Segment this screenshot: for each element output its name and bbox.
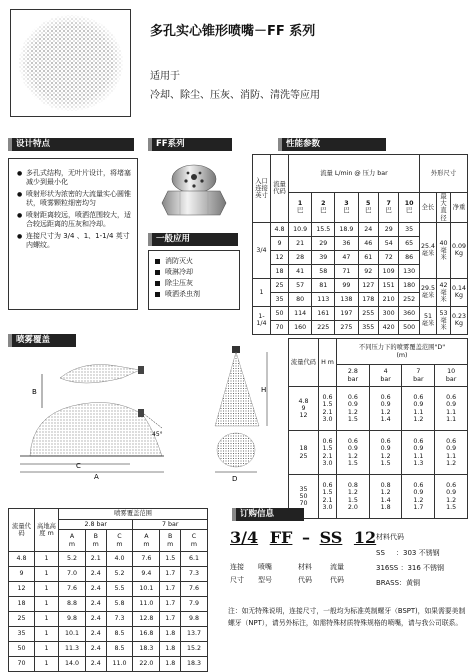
- cr-row: [9, 642, 208, 657]
- flow-value: 114: [289, 306, 312, 320]
- cr-value: 8.5: [106, 627, 133, 642]
- flow-value: 54: [378, 236, 398, 250]
- flow-value: 28: [289, 250, 312, 264]
- flow-code: 12: [271, 250, 289, 264]
- order-code-size: 3/4: [230, 528, 259, 547]
- cr-value: 6.1: [181, 552, 208, 567]
- applies-text: 冷却、除尘、压灰、消防、清洗等应用: [150, 90, 320, 101]
- cd-pressure-header: 2.8 bar: [337, 365, 370, 387]
- col-conn: 入口连接英寸: [253, 155, 271, 223]
- flow-value: 80: [289, 292, 312, 306]
- flow-value: 86: [399, 250, 420, 264]
- cr-value: 1.7: [160, 582, 181, 597]
- spray-pattern-image: [10, 9, 131, 117]
- flow-code: 25: [271, 278, 289, 292]
- flow-value: 71: [335, 264, 358, 278]
- cr-value: 18.3: [133, 642, 160, 657]
- cr-value: 70: [9, 657, 35, 672]
- cr-value: 1.8: [160, 627, 181, 642]
- cr-value: 7.6: [59, 582, 86, 597]
- cr-value: 1: [35, 552, 59, 567]
- nozzle-photo: [150, 155, 238, 225]
- flow-code: 35: [271, 292, 289, 306]
- cr-sub-header: B m: [85, 530, 106, 552]
- net-weight: 0.23 Kg: [450, 306, 467, 334]
- pressure-header: 3 巴: [335, 193, 358, 223]
- cr-value: 1.5: [160, 552, 181, 567]
- ff-series-heading: FF系列: [148, 138, 232, 151]
- flow-value: 360: [399, 306, 420, 320]
- cr-value: 13.7: [181, 627, 208, 642]
- cr-row: [9, 627, 208, 642]
- flow-value: 15.5: [312, 222, 335, 236]
- performance-row: [253, 222, 468, 236]
- col-flow: 流量 L/min @ 压力 bar: [289, 155, 420, 193]
- cr-p2: 7 bar: [133, 520, 208, 530]
- cr-value: 9.8: [181, 612, 208, 627]
- overall-length: 29.5 毫米: [419, 278, 436, 306]
- cr-row: [9, 597, 208, 612]
- cr-value: 7.9: [181, 597, 208, 612]
- cr-value: 25: [9, 612, 35, 627]
- cr-value: 1.7: [160, 597, 181, 612]
- label-c: C: [76, 462, 81, 470]
- cr-value: 1.7: [160, 612, 181, 627]
- col-code: 流量代码: [271, 155, 289, 223]
- order-code-type: FF: [269, 528, 293, 547]
- label-h: H: [261, 386, 267, 394]
- cr-value: 1: [35, 642, 59, 657]
- cd-pressure-header: 7 bar: [402, 365, 435, 387]
- flow-code: 9: [271, 236, 289, 250]
- flow-value: 29: [378, 222, 398, 236]
- cd-row: [289, 431, 468, 475]
- conn-size: 3/4: [253, 222, 271, 278]
- cr-p1: 2.8 bar: [59, 520, 133, 530]
- cd-col-code: 流量代码: [289, 339, 319, 387]
- performance-row: [253, 306, 468, 320]
- general-use-item: 喷淋冷却: [153, 267, 235, 278]
- flow-value: 178: [358, 292, 378, 306]
- flow-value: 275: [335, 320, 358, 334]
- flow-value: 355: [358, 320, 378, 334]
- cr-sub-header: B m: [160, 530, 181, 552]
- flow-value: 225: [312, 320, 335, 334]
- cd-row: [289, 475, 468, 519]
- pressure-header: 10 巴: [399, 193, 420, 223]
- cr-value: 2.4: [85, 612, 106, 627]
- cd-value: 0.6 0.9 1.2 1.5: [369, 431, 402, 475]
- overall-length: 25.4 毫米: [419, 222, 436, 278]
- order-code-flow: 12: [353, 528, 377, 547]
- material-title: 材料代码: [376, 533, 404, 541]
- order-heading: 订购信息: [232, 508, 304, 521]
- label-a: A: [94, 473, 99, 481]
- cd-value: 0.6 0.9 1.2 1.5: [435, 475, 468, 519]
- flow-value: 92: [358, 264, 378, 278]
- flow-value: 500: [399, 320, 420, 334]
- cr-value: 12.8: [133, 612, 160, 627]
- cd-codes: 35 50 70: [289, 475, 319, 519]
- flow-value: 130: [399, 264, 420, 278]
- flow-value: 39: [312, 250, 335, 264]
- cd-row: [289, 387, 468, 431]
- cr-value: 1: [35, 627, 59, 642]
- cr-value: 2.4: [85, 597, 106, 612]
- coverage-range-table: [8, 508, 208, 672]
- performance-row: [253, 278, 468, 292]
- cr-value: 2.4: [85, 657, 106, 672]
- cr-value: 1: [35, 597, 59, 612]
- cd-value: 0.6 0.9 1.2 1.4: [369, 387, 402, 431]
- cd-heights: 0.6 1.5 2.1 3.0: [319, 431, 337, 475]
- max-diameter: 53 毫米: [436, 306, 450, 334]
- flow-value: 57: [289, 278, 312, 292]
- flow-value: 81: [312, 278, 335, 292]
- cr-value: 10.1: [59, 627, 86, 642]
- flow-value: 65: [399, 236, 420, 250]
- design-bullet: ● 喷射形状为浓密的大流量实心圆锥状，喷雾颗粒细密均匀: [17, 190, 132, 209]
- cd-value: 0.6 0.9 1.2 1.5: [337, 431, 370, 475]
- cr-value: 14.0: [59, 657, 86, 672]
- order-note: 注：如无特殊说明，连接尺寸，一般均为标准英制螺牙（BSPT)，如果需要美制螺牙（NPT），请另外标注，如需特殊材质特殊规格的喷嘴，请与我公司联系。: [228, 607, 466, 628]
- material-item: SS ：303 不锈钢: [376, 549, 440, 557]
- col-wt: 净重: [450, 193, 467, 223]
- flow-value: 161: [312, 306, 335, 320]
- cr-value: 1.8: [160, 642, 181, 657]
- flow-value: 109: [378, 264, 398, 278]
- cr-value: 22.0: [133, 657, 160, 672]
- cr-value: 11.0: [106, 657, 133, 672]
- design-bullet: ● 多孔式结构，无叶片设计，将堵塞减少到最小化: [17, 169, 132, 188]
- flow-value: 180: [399, 278, 420, 292]
- cr-value: 5.2: [59, 552, 86, 567]
- cr-value: 1.7: [160, 567, 181, 582]
- cr-value: 2.4: [85, 567, 106, 582]
- cd-value: 0.6 0.9 1.1 1.2: [402, 387, 435, 431]
- order-code: [230, 528, 376, 547]
- flow-code: 50: [271, 306, 289, 320]
- cr-value: 1.8: [160, 657, 181, 672]
- cr-value: 16.8: [133, 627, 160, 642]
- cr-value: 9: [9, 567, 35, 582]
- cd-heights: 0.6 1.5 2.1 3.0: [319, 475, 337, 519]
- cr-row: [9, 582, 208, 597]
- cr-value: 2.4: [85, 627, 106, 642]
- cr-sub-header: A m: [133, 530, 160, 552]
- cr-sub-header: C m: [181, 530, 208, 552]
- cr-sub-header: A m: [59, 530, 86, 552]
- cr-value: 1: [35, 567, 59, 582]
- flow-value: 113: [312, 292, 335, 306]
- cr-value: 4.8: [9, 552, 35, 567]
- cd-heights: 0.6 1.5 2.1 3.0: [319, 387, 337, 431]
- design-box: [8, 158, 138, 310]
- conn-size: 1: [253, 278, 271, 306]
- cd-pressure-header: 4 bar: [369, 365, 402, 387]
- flow-value: 197: [335, 306, 358, 320]
- cr-value: 1: [35, 657, 59, 672]
- flow-value: 24: [358, 222, 378, 236]
- cr-value: 11.0: [133, 597, 160, 612]
- cr-col-height: 高地高度 m: [35, 509, 59, 552]
- cr-value: 7.6: [133, 552, 160, 567]
- performance-heading: 性能参数: [278, 138, 386, 151]
- general-use-item: 喷洒杀虫剂: [153, 289, 235, 300]
- general-use-item: 除尘压灰: [153, 278, 235, 289]
- order-label-type: 喷嘴型号: [258, 563, 272, 585]
- flow-code: 4.8: [271, 222, 289, 236]
- cr-value: 5.2: [106, 567, 133, 582]
- general-use-box: [148, 250, 240, 310]
- max-diameter: 42 毫米: [436, 278, 450, 306]
- cr-row: [9, 657, 208, 672]
- cr-value: 18: [9, 597, 35, 612]
- cd-value: 0.8 1.2 1.5 2.0: [337, 475, 370, 519]
- flow-value: 160: [289, 320, 312, 334]
- flow-code: 18: [271, 264, 289, 278]
- cr-col-code: 流量代码: [9, 509, 35, 552]
- flow-value: 47: [335, 250, 358, 264]
- order-code-dash: –: [301, 528, 310, 547]
- flow-value: 36: [335, 236, 358, 250]
- flow-value: 420: [378, 320, 398, 334]
- flow-value: 46: [358, 236, 378, 250]
- cr-value: 35: [9, 627, 35, 642]
- flow-value: 138: [335, 292, 358, 306]
- cr-value: 2.4: [85, 642, 106, 657]
- cd-codes: 18 25: [289, 431, 319, 475]
- cr-value: 8.5: [106, 642, 133, 657]
- coverage-d-table: [288, 338, 468, 519]
- applies-label: 适用于: [150, 71, 180, 82]
- cd-col-h: H m: [319, 339, 337, 387]
- cd-pressure-header: 10 bar: [435, 365, 468, 387]
- overall-length: 51 毫米: [419, 306, 436, 334]
- pressure-header: 1 巴: [289, 193, 312, 223]
- cd-value: 0.6 0.9 1.2 1.7: [402, 475, 435, 519]
- cr-value: 15.2: [181, 642, 208, 657]
- cr-value: 2.1: [85, 552, 106, 567]
- cr-value: 5.8: [106, 597, 133, 612]
- cr-value: 7.0: [59, 567, 86, 582]
- cr-value: 4.0: [106, 552, 133, 567]
- design-bullet: ● 连接尺寸为 3/4 、1、1-1/4 英寸内螺纹。: [17, 232, 132, 251]
- cr-value: 10.1: [133, 582, 160, 597]
- cone-diagram: [205, 340, 273, 485]
- material-item: 316SS ：316 不锈钢: [376, 564, 445, 572]
- flow-value: 18.9: [335, 222, 358, 236]
- spray-diagram: [12, 356, 172, 486]
- cd-value: 0.8 1.2 1.4 1.8: [369, 475, 402, 519]
- label-b: B: [32, 388, 37, 396]
- cr-value: 1: [35, 582, 59, 597]
- cr-value: 11.3: [59, 642, 86, 657]
- cr-value: 7.3: [181, 567, 208, 582]
- flow-value: 21: [289, 236, 312, 250]
- cd-value: 0.6 0.9 1.1 1.1: [435, 387, 468, 431]
- flow-value: 252: [399, 292, 420, 306]
- flow-code: 70: [271, 320, 289, 334]
- cr-sub-header: C m: [106, 530, 133, 552]
- design-bullets: [17, 169, 132, 251]
- cd-codes: 4.8 9 12: [289, 387, 319, 431]
- flow-value: 41: [289, 264, 312, 278]
- cr-value: 7.6: [181, 582, 208, 597]
- performance-table: [252, 154, 468, 335]
- flow-value: 10.9: [289, 222, 312, 236]
- flow-value: 29: [312, 236, 335, 250]
- cd-value: 0.6 0.9 1.1 1.3: [402, 431, 435, 475]
- flow-value: 72: [378, 250, 398, 264]
- label-angle: 45°: [152, 431, 163, 438]
- cr-title: 喷雾覆盖范围: [59, 509, 208, 520]
- flow-value: 151: [378, 278, 398, 292]
- design-bullet: ● 喷射距离较远，喷洒范围较大，适合较远距离的压灰和冷却。: [17, 211, 132, 230]
- net-weight: 0.09 Kg: [450, 222, 467, 278]
- col-dims: 外形尺寸: [419, 155, 467, 193]
- max-diameter: 40 毫米: [436, 222, 450, 278]
- cr-row: [9, 567, 208, 582]
- cd-title: 不同压力下的喷雾覆盖范围"D" (m): [337, 339, 468, 365]
- flow-value: 99: [335, 278, 358, 292]
- cr-value: 18.3: [181, 657, 208, 672]
- net-weight: 0.14 Kg: [450, 278, 467, 306]
- cd-value: 0.6 0.9 1.2 1.5: [337, 387, 370, 431]
- order-label-mat: 材料代码: [298, 563, 312, 585]
- cr-value: 1: [35, 612, 59, 627]
- cr-value: 9.4: [133, 567, 160, 582]
- flow-value: 35: [399, 222, 420, 236]
- conn-size: 1-1/4: [253, 306, 271, 334]
- pressure-header: 5 巴: [358, 193, 378, 223]
- material-item: BRASS：黄铜: [376, 579, 421, 587]
- order-code-mat: SS: [319, 528, 343, 547]
- pressure-header: 7 巴: [378, 193, 398, 223]
- order-label-flow: 流量代码: [330, 563, 344, 585]
- cr-row: [9, 552, 208, 567]
- flow-value: 255: [358, 306, 378, 320]
- flow-value: 61: [358, 250, 378, 264]
- col-dia: 最大直径: [436, 193, 450, 223]
- page-title: 多孔实心锥形喷嘴－FF 系列: [150, 24, 316, 39]
- pressure-header: 2 巴: [312, 193, 335, 223]
- cr-value: 7.3: [106, 612, 133, 627]
- flow-value: 127: [358, 278, 378, 292]
- flow-value: 300: [378, 306, 398, 320]
- cd-value: 0.6 0.9 1.1 1.2: [435, 431, 468, 475]
- col-len: 全长: [419, 193, 436, 223]
- cr-value: 12: [9, 582, 35, 597]
- label-d: D: [232, 475, 238, 483]
- cr-value: 5.5: [106, 582, 133, 597]
- general-use-heading: 一般应用: [148, 233, 238, 246]
- cr-value: 50: [9, 642, 35, 657]
- general-use-item: 消防灭火: [153, 256, 235, 267]
- cr-value: 8.8: [59, 597, 86, 612]
- design-heading: 设计特点: [8, 138, 134, 151]
- flow-value: 58: [312, 264, 335, 278]
- cr-value: 2.4: [85, 582, 106, 597]
- flow-value: 210: [378, 292, 398, 306]
- coverage-heading: 喷雾覆盖: [8, 334, 76, 347]
- order-label-size: 连接尺寸: [230, 563, 244, 585]
- cr-row: [9, 612, 208, 627]
- cr-value: 9.8: [59, 612, 86, 627]
